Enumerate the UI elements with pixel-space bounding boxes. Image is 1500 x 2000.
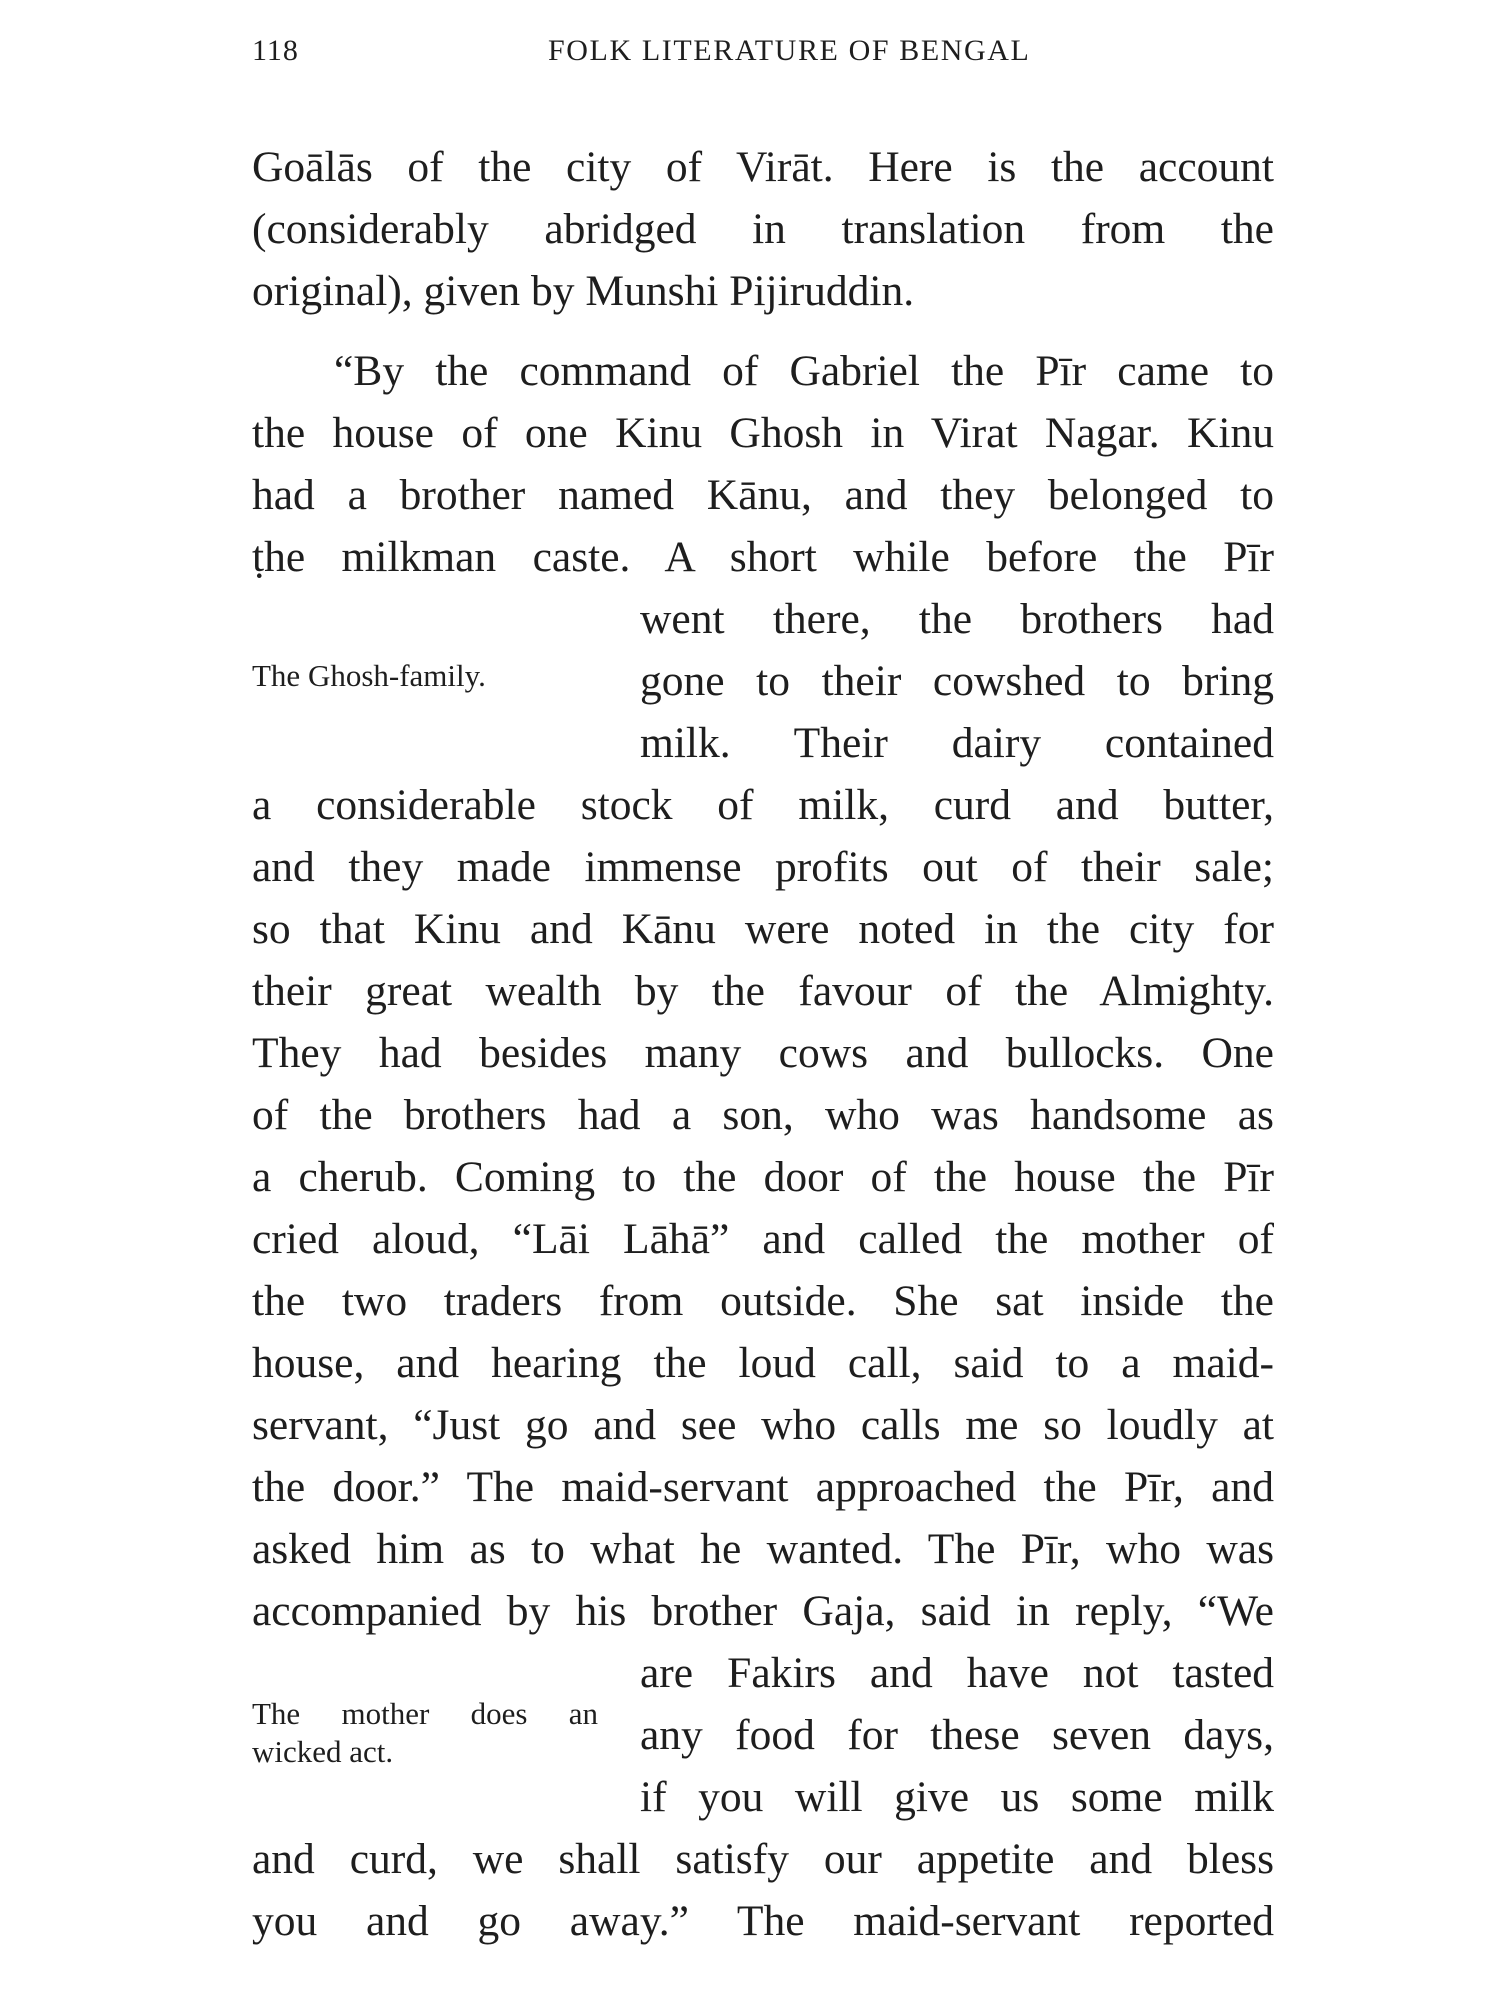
text-line: house, and hearing the loud call, said to a maid- bbox=[252, 1339, 1274, 1387]
text-line: the two traders from outside. She sat inside the bbox=[252, 1277, 1274, 1325]
text-line: They had besides many cows and bullocks. One bbox=[252, 1029, 1274, 1077]
marginal-note-ghosh-family: The Ghosh-family. bbox=[252, 658, 486, 693]
text-line: accompanied by his brother Gaja, said in reply, “We bbox=[252, 1587, 1274, 1635]
text-line: you and go away.” The maid-servant reported bbox=[252, 1897, 1274, 1945]
running-title: FOLK LITERATURE OF BENGAL bbox=[548, 34, 1031, 67]
text-line: a considerable stock of milk, curd and butter, bbox=[252, 781, 1274, 829]
text-line: Goālās of the city of Virāt. Here is the account bbox=[252, 143, 1274, 191]
text-line: gone to their cowshed to bring bbox=[640, 657, 1274, 705]
text-line: a cherub. Coming to the door of the house the Pīr bbox=[252, 1153, 1274, 1201]
text-line: had a brother named Kānu, and they belonged to bbox=[252, 471, 1274, 519]
text-line: cried aloud, “Lāi Lāhā” and called the mother of bbox=[252, 1215, 1274, 1263]
text-line: the house of one Kinu Ghosh in Virat Nagar. Kinu bbox=[252, 409, 1274, 457]
text-line: if you will give us some milk bbox=[640, 1773, 1274, 1821]
text-line: “By the command of Gabriel the Pīr came to bbox=[334, 347, 1274, 395]
text-line: are Fakirs and have not tasted bbox=[640, 1649, 1274, 1697]
text-line: original), given by Munshi Pijiruddin. bbox=[252, 267, 915, 315]
text-line: milk. Their dairy contained bbox=[640, 719, 1274, 767]
text-line: the door.” The maid-servant approached the Pīr, and bbox=[252, 1463, 1274, 1511]
text-line: of the brothers had a son, who was handsome as bbox=[252, 1091, 1274, 1139]
text-line: servant, “Just go and see who calls me so loudly at bbox=[252, 1401, 1274, 1449]
text-line: and they made immense profits out of their sale; bbox=[252, 843, 1274, 891]
text-line: (considerably abridged in translation from the bbox=[252, 205, 1274, 253]
text-line: so that Kinu and Kānu were noted in the city for bbox=[252, 905, 1274, 953]
text-line: ṭhe milkman caste. A short while before the Pīr bbox=[252, 533, 1274, 581]
text-line: any food for these seven days, bbox=[640, 1711, 1274, 1759]
page-header bbox=[252, 34, 1272, 84]
marginal-note-mother-line-2: wicked act. bbox=[252, 1734, 394, 1769]
text-line: asked him as to what he wanted. The Pīr, who was bbox=[252, 1525, 1274, 1573]
page-number: 118 bbox=[252, 34, 299, 67]
text-line: went there, the brothers had bbox=[640, 595, 1274, 643]
marginal-note-mother-line-1: The mother does an bbox=[252, 1696, 598, 1731]
text-line: their great wealth by the favour of the Almighty. bbox=[252, 967, 1274, 1015]
text-line: and curd, we shall satisfy our appetite and bless bbox=[252, 1835, 1274, 1883]
